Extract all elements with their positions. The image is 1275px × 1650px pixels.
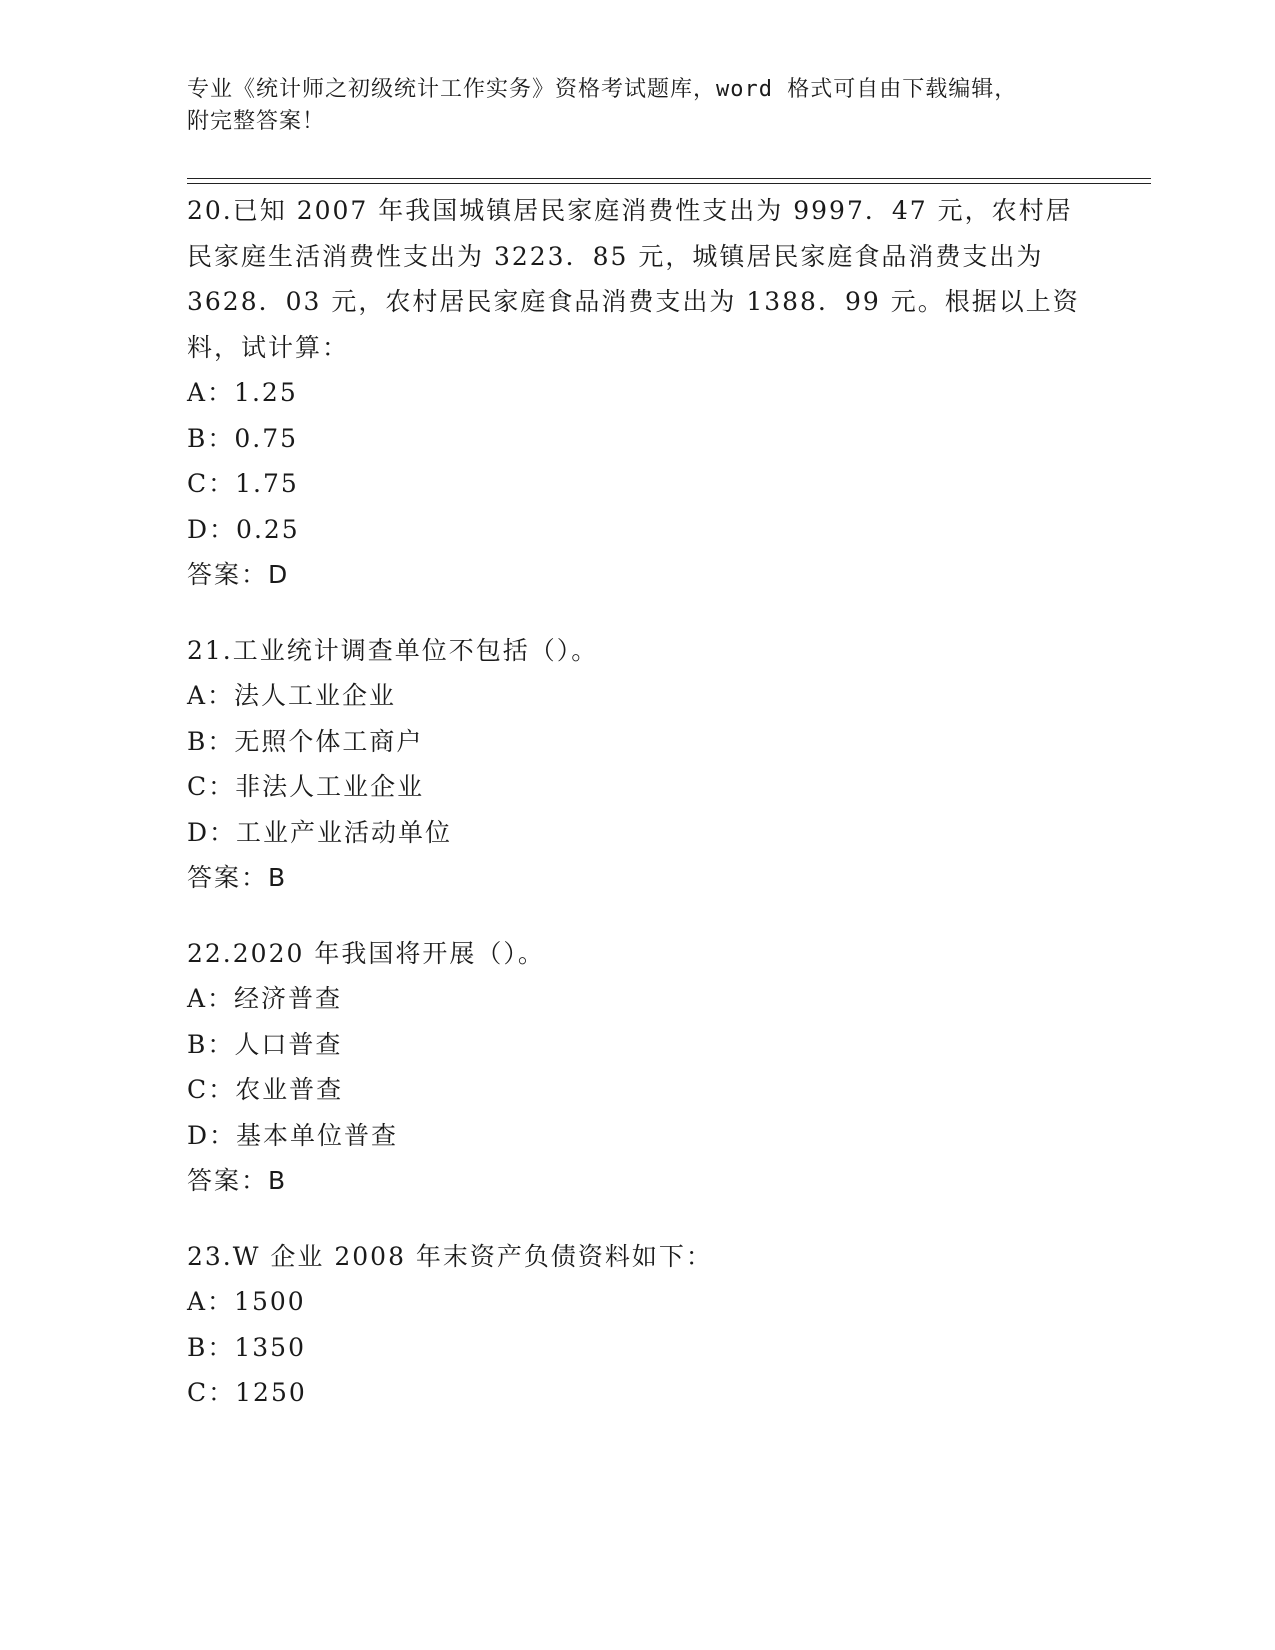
- answer-line: 答案：B: [187, 1166, 288, 1195]
- question-stem-line: 20.已知 2007 年我国城镇居民家庭消费性支出为 9997．47 元，农村居: [187, 196, 1073, 225]
- option-d: D：0.25: [187, 514, 300, 544]
- option-b: B：无照个体工商户: [187, 726, 424, 756]
- question-stem-line: 21.工业统计调查单位不包括（）。: [187, 635, 599, 665]
- option-c: C：非法人工业企业: [187, 772, 425, 801]
- question-stem-line: 民家庭生活消费性支出为 3223．85 元，城镇居民家庭食品消费支出为: [187, 241, 1044, 271]
- option-d: D：工业产业活动单位: [187, 817, 453, 847]
- question-stem-line: 3628．03 元，农村居民家庭食品消费支出为 1388．99 元。根据以上资: [187, 287, 1080, 316]
- question-stem-line: 22.2020 年我国将开展（）。: [187, 938, 545, 968]
- question-stem-line: 23.W 企业 2008 年末资产负债资料如下：: [187, 1241, 713, 1271]
- question-22: [187, 931, 1087, 1204]
- header-divider-bottom: [187, 183, 1151, 184]
- option-c: C：1.75: [187, 469, 299, 498]
- header-line-1: 专业《统计师之初级统计工作实务》资格考试题库，word 格式可自由下载编辑，: [187, 77, 1018, 102]
- question-23: [187, 1234, 1087, 1416]
- option-b: B：0.75: [187, 423, 299, 453]
- header-line-2: 附完整答案！: [187, 109, 326, 134]
- option-c: C：1250: [187, 1378, 307, 1407]
- header-divider-top: [187, 178, 1151, 179]
- answer-line: 答案：B: [187, 863, 288, 892]
- option-a: A：1.25: [187, 378, 298, 407]
- answer-line: 答案：D: [187, 560, 290, 589]
- document-header: [187, 74, 1087, 138]
- option-a: A：法人工业企业: [187, 681, 397, 710]
- option-b: B：1350: [187, 1332, 306, 1362]
- option-b: B：人口普查: [187, 1029, 343, 1059]
- question-20: [187, 188, 1087, 598]
- option-c: C：农业普查: [187, 1075, 344, 1104]
- question-21: [187, 628, 1087, 901]
- option-a: A：经济普查: [187, 984, 343, 1013]
- question-stem-line: 料，试计算：: [187, 332, 350, 362]
- option-d: D：基本单位普查: [187, 1120, 399, 1150]
- option-a: A：1500: [187, 1287, 306, 1316]
- question-list: [187, 188, 1087, 1446]
